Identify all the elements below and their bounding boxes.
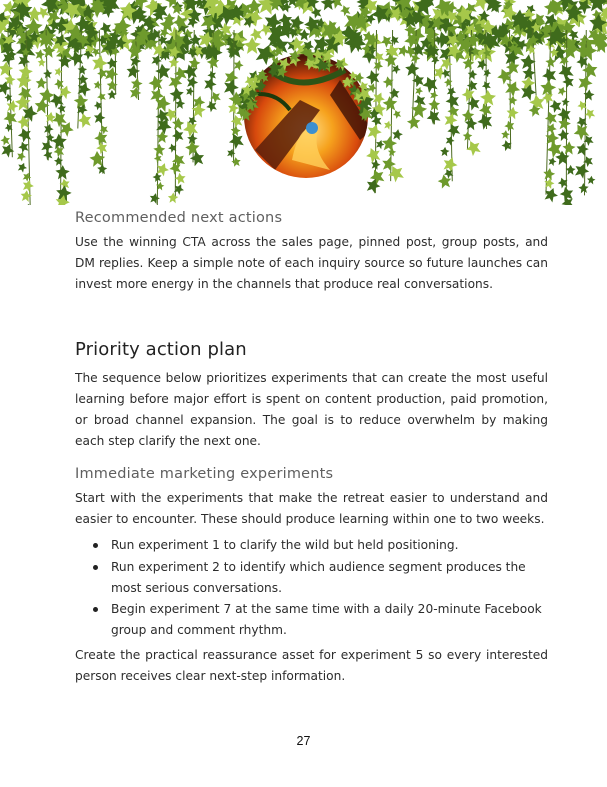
immediate-heading: Immediate marketing experiments	[75, 466, 334, 482]
priority-heading: Priority action plan	[75, 339, 247, 360]
list-item: Begin experiment 7 at the same time with a daily 20-minute Facebook group and comment rhythm.	[111, 599, 548, 641]
list-item: Run experiment 1 to clarify the wild but held positioning.	[111, 535, 548, 556]
bullet-icon	[93, 565, 98, 570]
experiment-list	[75, 535, 548, 641]
recommended-body: Use the winning CTA across the sales page, pinned post, group posts, and DM replies. Keep a simple note of each inquiry source so future launches can invest more energy in the channels that produce real conversations.	[75, 235, 548, 291]
header-ivy-campfire-art	[0, 0, 607, 205]
bullet-icon	[93, 543, 98, 548]
immediate-intro: Start with the experiments that make the retreat easier to understand and easier to encounter. These should produce learning within one to two weeks.	[75, 491, 548, 526]
list-item: Run experiment 2 to identify which audience segment produces the most serious conversations.	[111, 557, 548, 599]
immediate-closing: Create the practical reassurance asset for experiment 5 so every interested person receives clear next-step information.	[75, 648, 548, 683]
page-content	[75, 210, 548, 687]
campfire-photo	[240, 50, 374, 184]
priority-body: The sequence below prioritizes experiments that can create the most useful learning before major effort is spent on content production, paid promotion, or broad channel expansion. The goal is to reduce overwhelm by making each step clarify the next one.	[75, 371, 548, 448]
recommended-heading: Recommended next actions	[75, 210, 283, 226]
page-number: 27	[296, 734, 311, 748]
bullet-icon	[93, 607, 98, 612]
